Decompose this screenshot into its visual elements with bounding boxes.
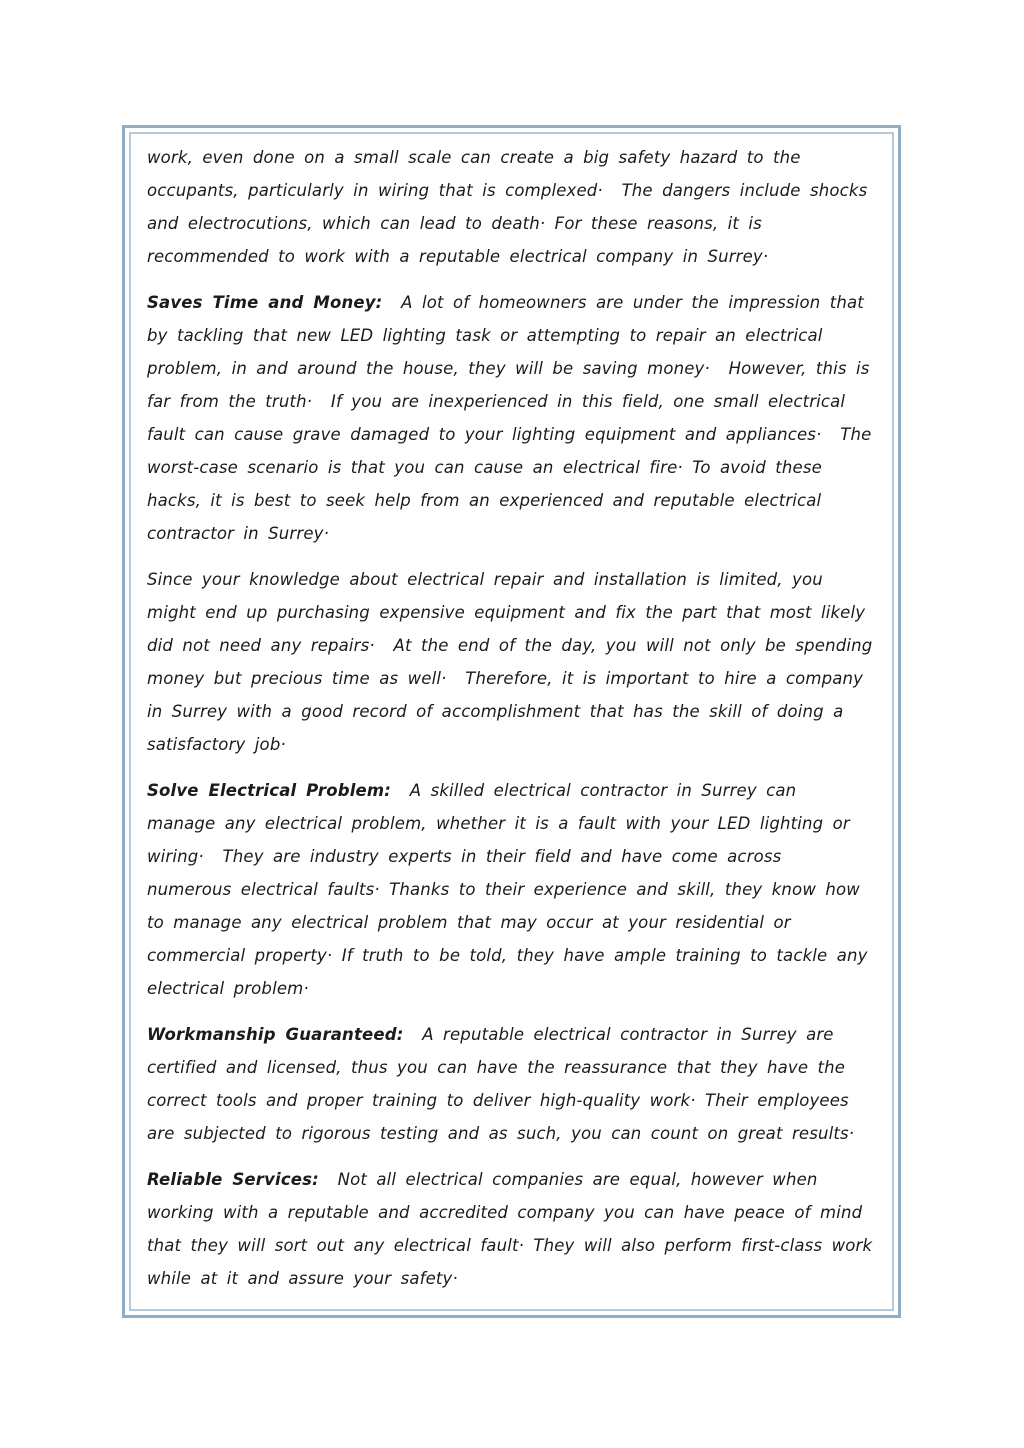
paragraph-body: Not all electrical companies are equal, however when working with a reputable and accredited company you can have peace of mind that they will sort out any electrical fault· They will also perform first-class work while at it and assure your safety·: [147, 1170, 882, 1288]
paragraph-body: A reputable electrical contractor in Surrey are certified and licensed, thus you can have the reassurance that they have the correct tools and proper training to deliver high-quality work· Their employees are subjected to rigorous testing and as such, you can count on great results·: [147, 1025, 859, 1143]
paragraph: [147, 1018, 874, 1150]
paragraph-heading: Solve Electrical Problem:: [147, 781, 392, 800]
paragraph: [147, 563, 882, 761]
paragraph-body: A skilled electrical contractor in Surrey can manage any electrical problem, whether it is a fault with your LED lighting or wiring· They are industry experts in their field and have come across numerous electrical faults· Thanks to their experience and skill, they know how to manage any electrical problem that may occur at your residential or commercial property· If truth to be told, they have ample training to tackle any electrical problem·: [147, 781, 877, 998]
paragraph-heading: Workmanship Guaranteed:: [147, 1025, 404, 1044]
paragraph-body: Since your knowledge about electrical repair and installation is limited, you might end up purchasing expensive equipment and fix the part that most likely did not need any repairs· At the end of the day, you will not only be spending money but precious time as well· Therefore, it is important to hire a company in Surrey with a good record of accomplishment that has the skill of doing a satisfactory job·: [147, 570, 882, 754]
page-border-inner: [129, 132, 894, 1311]
paragraph-body: work, even done on a small scale can create a big safety hazard to the occupants, particularly in wiring that is complexed· The dangers include shocks and electrocutions, which can lead to death· For these reasons, it is recommended to work with a reputable electrical company in Surrey·: [147, 148, 877, 266]
paragraph: [147, 141, 877, 273]
paragraph-body: A lot of homeowners are under the impression that by tackling that new LED lighting task or attempting to repair an electrical problem, in and around the house, they will be saving money· However, this is far from the truth· If you are inexperienced in this field, one small electrical fault can cause grave damaged to your lighting equipment and appliances· The worst-case scenario is that you can cause an electrical fire· To avoid these hacks, it is best to seek help from an experienced and reputable electrical contractor in Surrey·: [147, 293, 881, 543]
paragraph-heading: Saves Time and Money:: [147, 293, 383, 312]
paragraph: [147, 774, 877, 1005]
document-content: [131, 134, 892, 1328]
paragraph-heading: Reliable Services:: [147, 1170, 319, 1189]
paragraph: [147, 286, 881, 550]
paragraph: [147, 1163, 882, 1295]
page-border: [122, 125, 901, 1318]
